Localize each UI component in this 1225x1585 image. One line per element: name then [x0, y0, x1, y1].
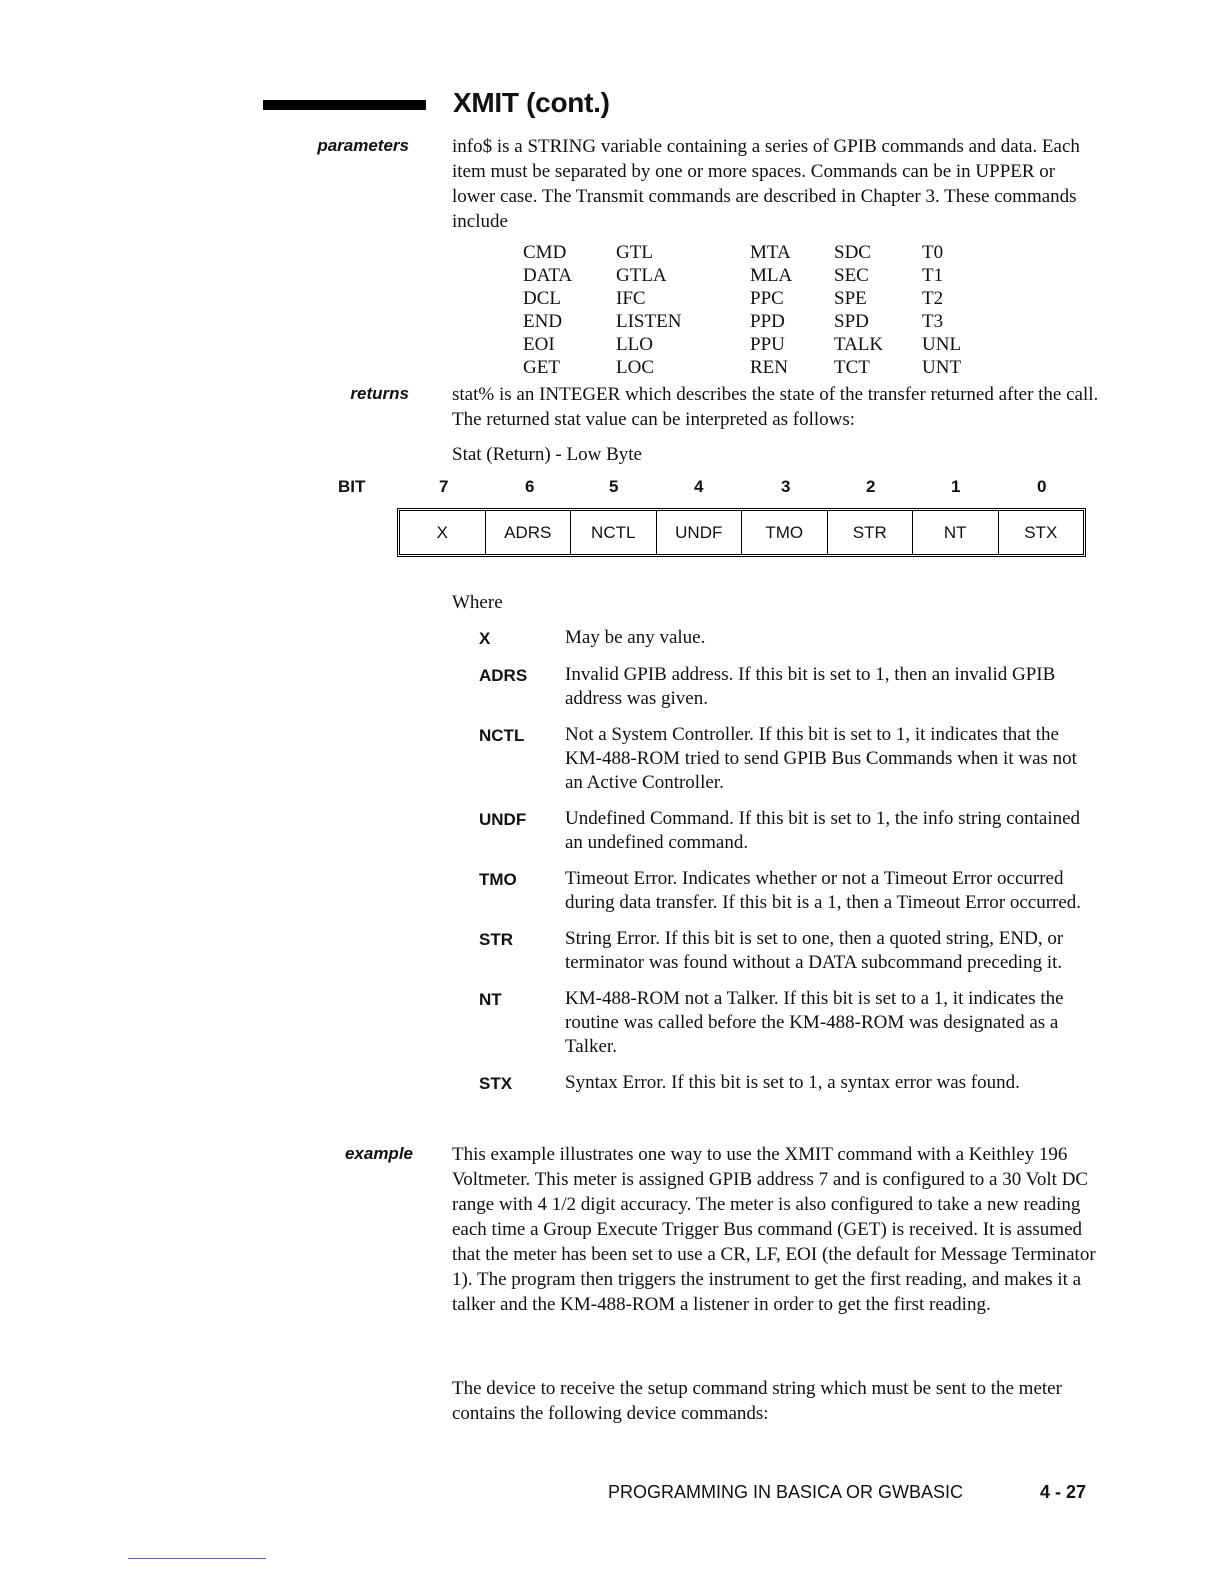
definition-text: Undefined Command. If this bit is set to 1, the info string contained an undefined command.	[565, 808, 1081, 853]
command-cell: UNT	[922, 357, 962, 378]
stat-label: Stat (Return) - Low Byte	[452, 444, 642, 465]
command-cell: LLO	[616, 334, 653, 355]
command-cell: LISTEN	[616, 311, 682, 332]
definition-item	[479, 867, 1119, 915]
bit-number: 5	[609, 477, 619, 496]
command-cell: DCL	[523, 288, 561, 309]
register-cell: X	[400, 511, 486, 554]
bit-definitions-list	[479, 626, 1119, 1108]
page-number: 4 - 27	[1040, 1482, 1087, 1502]
command-cell: CMD	[523, 242, 567, 263]
definition-text: May be any value.	[565, 627, 706, 648]
commands-row	[523, 241, 961, 264]
definition-text: Syntax Error. If this bit is set to 1, a syntax error was found.	[565, 1072, 1020, 1093]
sidebar-label-example: example	[344, 1144, 413, 1163]
command-cell: GET	[523, 357, 560, 378]
definition-text: Invalid GPIB address. If this bit is set to 1, then an invalid GPIB address was given.	[565, 664, 1056, 709]
bit-number: 3	[781, 477, 791, 496]
bit-number: 2	[866, 477, 876, 496]
commands-row	[523, 264, 961, 287]
bit-number: 7	[439, 477, 449, 496]
command-cell: DATA	[523, 265, 573, 286]
bit-label: BIT	[338, 477, 366, 496]
register-cell: STR	[828, 511, 914, 554]
register-cell: ADRS	[486, 511, 572, 554]
command-cell: REN	[750, 357, 788, 378]
register-cell: NCTL	[571, 511, 657, 554]
command-cell: EOI	[523, 334, 555, 355]
definition-key: UNDF	[479, 810, 527, 829]
register-cell: STX	[1024, 522, 1058, 542]
where-label: Where	[452, 592, 503, 613]
register-cell: UNDF	[657, 511, 743, 554]
command-cell: PPD	[750, 311, 785, 332]
definition-text: String Error. If this bit is set to one, then a quoted string, END, or terminator was found without a DATA subcommand preceding it.	[565, 928, 1064, 973]
definition-text: KM-488-ROM not a Talker. If this bit is set to a 1, it indicates the routine was called before the KM-488-ROM was designated as a Talker.	[565, 988, 1064, 1057]
returns-paragraph: stat% is an INTEGER which describes the state of the transfer returned after the call. The returned stat value can be interpreted as follows:	[452, 384, 1099, 430]
command-cell: T3	[922, 311, 944, 332]
definition-key: NT	[479, 990, 502, 1009]
command-cell: GTLA	[616, 265, 667, 286]
command-cell: T1	[922, 265, 944, 286]
command-cell: UNL	[922, 334, 962, 355]
definition-item	[479, 807, 1119, 855]
register-cell: TMO	[742, 511, 828, 554]
status-register-diagram	[397, 508, 1086, 557]
sidebar-label-parameters: parameters	[317, 136, 409, 155]
example-paragraph-2: The device to receive the setup command string which must be sent to the meter contains the following device commands:	[452, 1378, 1062, 1424]
register-cell: NT	[913, 511, 999, 554]
command-cell: TCT	[834, 357, 870, 378]
command-cell: SPE	[834, 288, 867, 309]
definition-key: TMO	[479, 870, 517, 889]
command-cell: T0	[922, 242, 944, 263]
bit-number: 0	[1037, 477, 1047, 496]
definition-key: ADRS	[479, 666, 528, 685]
example-paragraph: This example illustrates one way to use the XMIT command with a Keithley 196 Voltmeter. This meter is assigned GPIB address 7 and is configured to a 30 Volt DC range with 4 1/2 digit accuracy. The meter is also configured to take a new reading each time a Group Execute Trigger Bus command (GET) is received. It is assumed that the meter has been set to use a CR, LF, EOI (the default for Message Terminator 1). The program then triggers the instrument to get the first reading, and makes it a talker and the KM-488-ROM a listener in order to get the first reading.	[452, 1144, 1096, 1315]
footer-rule	[128, 1558, 266, 1559]
definition-key: X	[479, 629, 491, 648]
heading-rule	[263, 100, 426, 110]
command-cell: PPC	[750, 288, 784, 309]
page-title: XMIT (cont.)	[453, 87, 610, 118]
definition-key: STR	[479, 930, 513, 949]
commands-row	[523, 310, 961, 333]
commands-row	[523, 333, 961, 356]
definition-item	[479, 626, 1119, 651]
command-cell: PPU	[750, 334, 785, 355]
commands-table	[523, 241, 961, 379]
definition-text: Timeout Error. Indicates whether or not a Timeout Error occurred during data transfer. If this bit is a 1, then a Timeout Error occurred.	[565, 868, 1082, 913]
definition-key: NCTL	[479, 726, 525, 745]
command-cell: GTL	[616, 242, 653, 263]
command-cell: MLA	[750, 265, 793, 286]
commands-row	[523, 356, 961, 379]
definition-item	[479, 927, 1119, 975]
parameters-paragraph: info$ is a STRING variable containing a series of GPIB commands and data. Each item must be separated by one or more spaces. Commands can be in UPPER or lower case. The Transmit commands are described in Chapter 3. These commands include	[452, 136, 1080, 232]
command-cell: END	[523, 311, 563, 332]
command-cell: SPD	[834, 311, 869, 332]
definition-item	[479, 987, 1119, 1059]
command-cell: TALK	[834, 334, 884, 355]
definition-item	[479, 663, 1119, 711]
bit-number: 4	[694, 477, 704, 496]
command-cell: SDC	[834, 242, 871, 263]
bit-number: 1	[951, 477, 961, 496]
definition-key: STX	[479, 1074, 513, 1093]
footer-section-title: PROGRAMMING IN BASICA OR GWBASIC	[608, 1482, 964, 1502]
definition-text: Not a System Controller. If this bit is set to 1, it indicates that the KM-488-ROM tried to send GPIB Bus Commands when it was not an Active Controller.	[565, 724, 1077, 793]
definition-item	[479, 723, 1119, 795]
command-cell: MTA	[750, 242, 791, 263]
command-cell: IFC	[616, 288, 646, 309]
sidebar-label-returns: returns	[350, 384, 409, 403]
command-cell: T2	[922, 288, 944, 309]
command-cell: SEC	[834, 265, 869, 286]
bit-number: 6	[525, 477, 535, 496]
command-cell: LOC	[616, 357, 654, 378]
commands-row	[523, 287, 961, 310]
definition-item	[479, 1071, 1119, 1096]
